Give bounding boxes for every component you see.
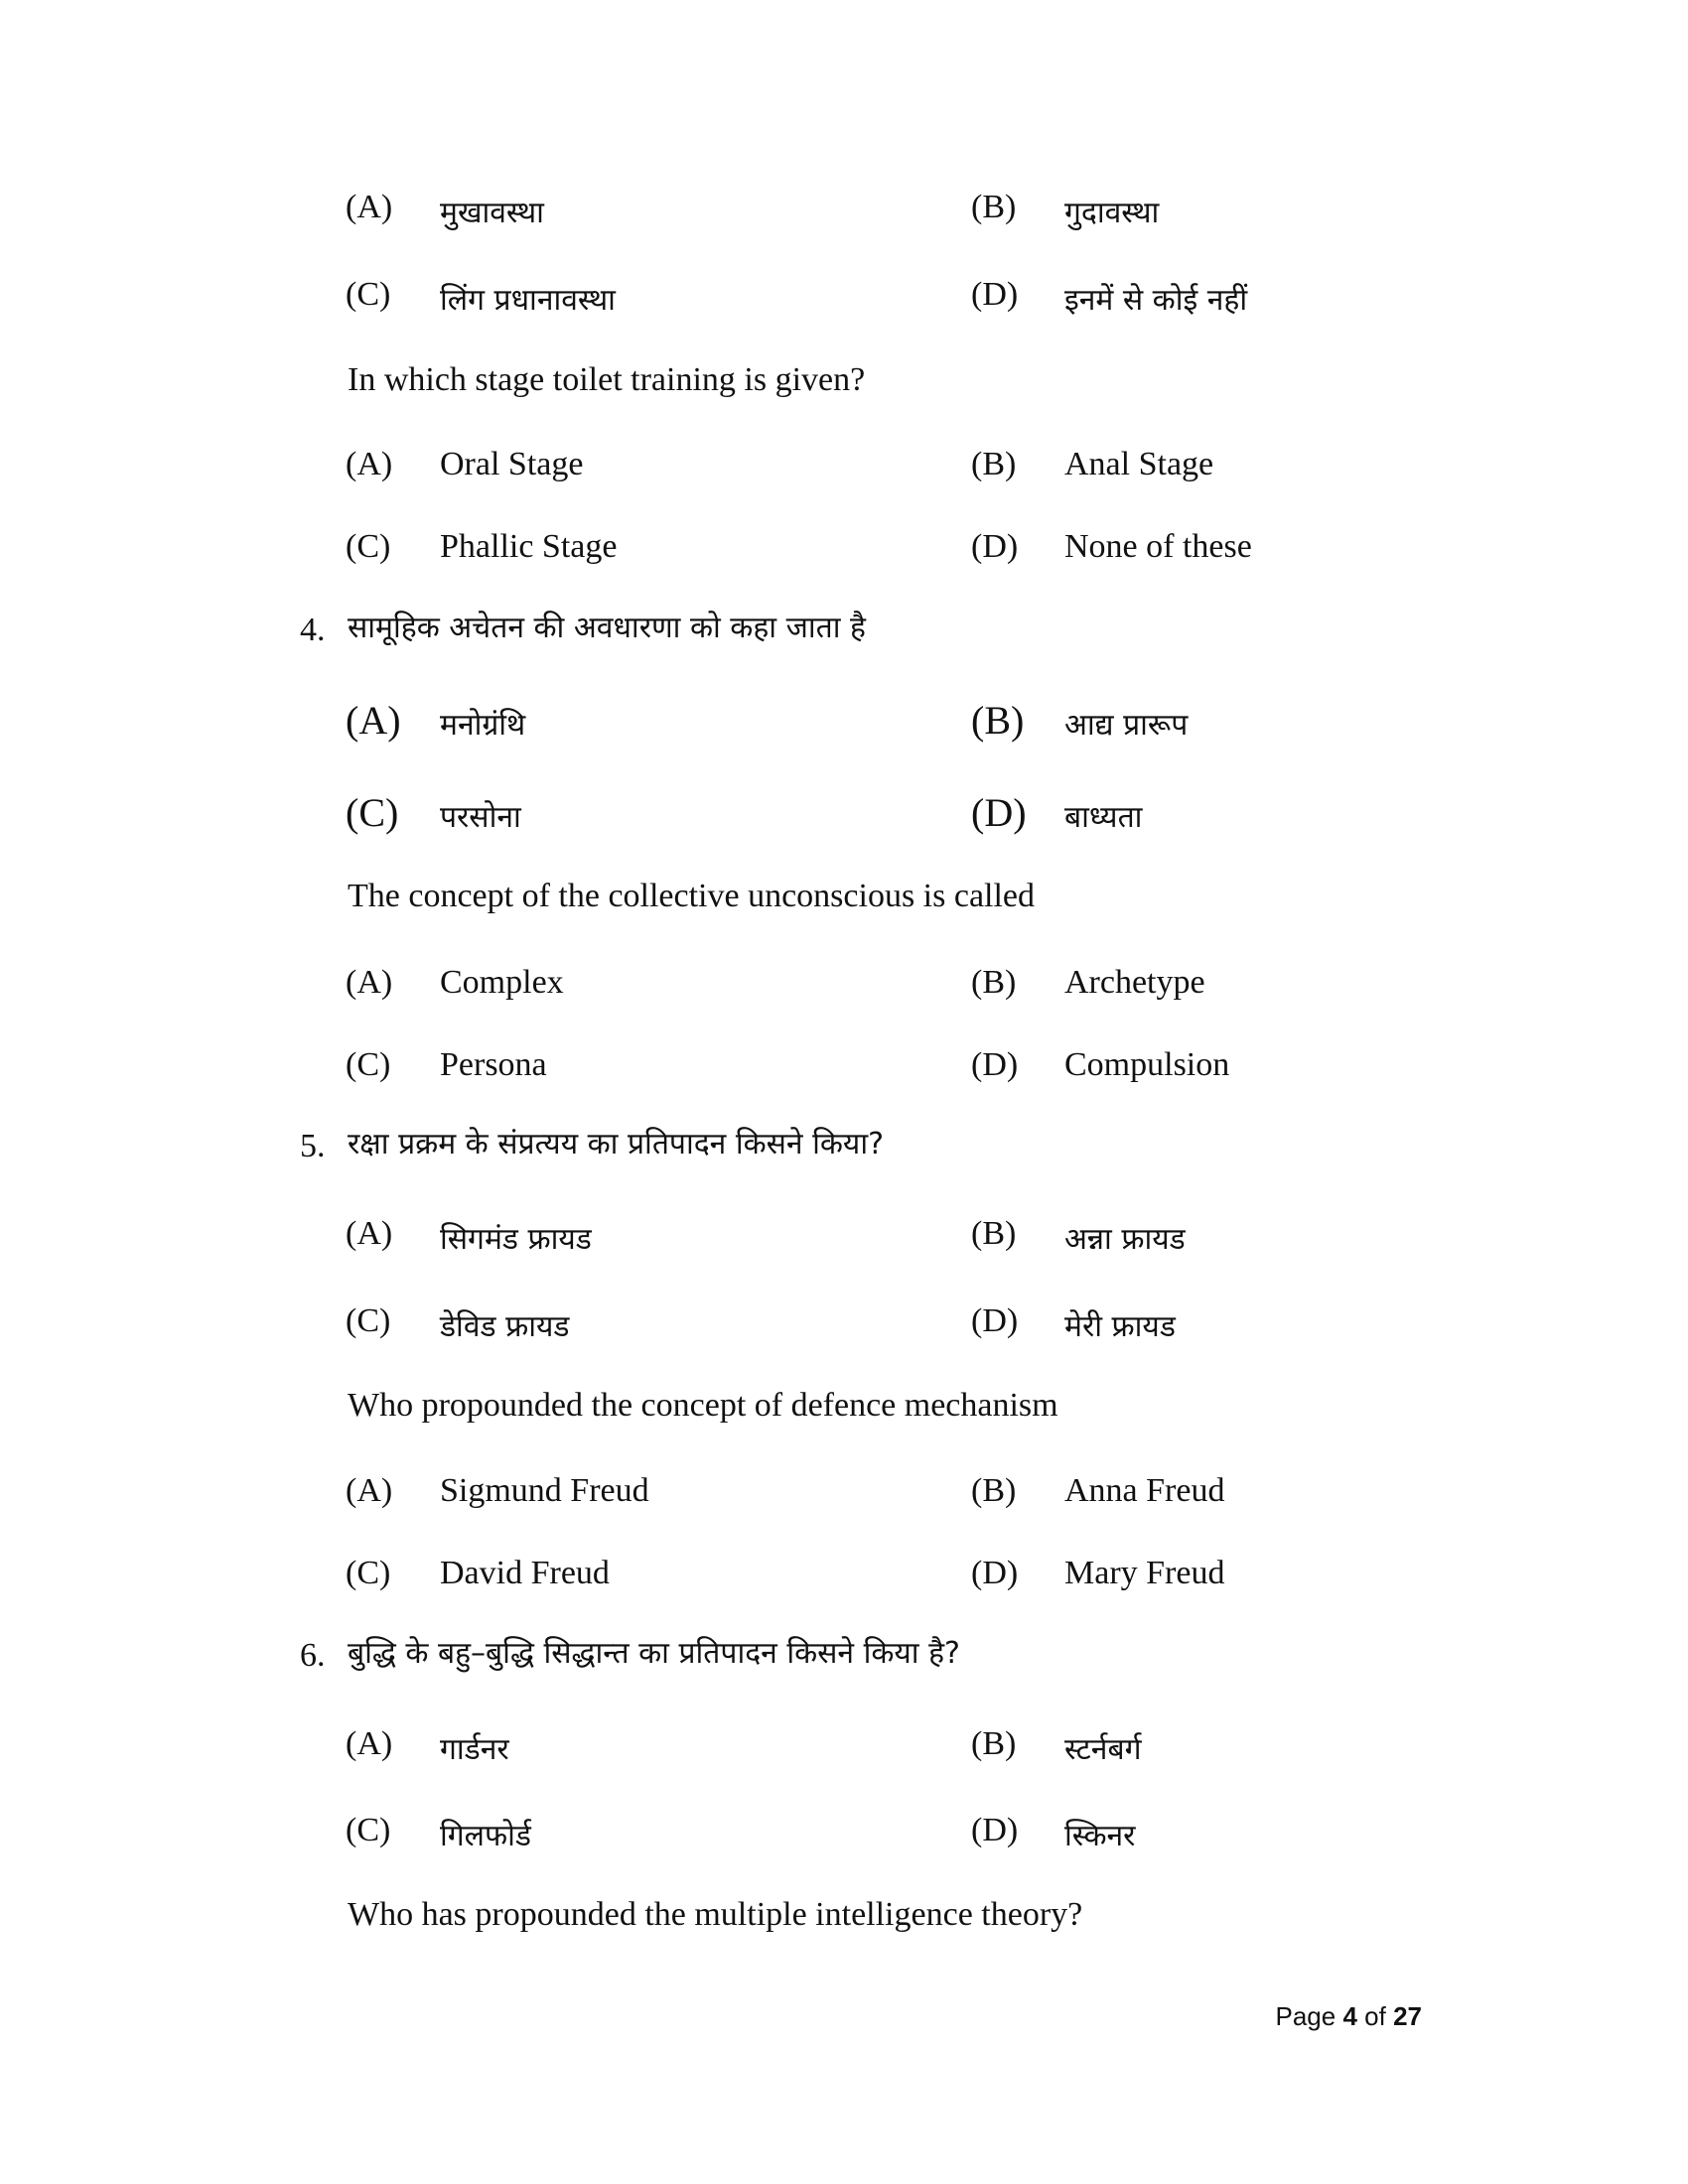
q4-english-question: The concept of the collective unconscious is called bbox=[348, 878, 1036, 914]
option-text: गिलफोर्ड bbox=[440, 1819, 531, 1853]
q3-english-question: In which stage toilet training is given? bbox=[348, 361, 866, 398]
option-label: (C) bbox=[346, 790, 399, 835]
option-label: (C) bbox=[346, 1046, 391, 1083]
option-text: David Freud bbox=[440, 1555, 610, 1591]
option-label: (B) bbox=[971, 1472, 1017, 1509]
option-label: (B) bbox=[971, 1215, 1017, 1252]
option-text: मेरी फ्रायड bbox=[1064, 1309, 1176, 1344]
option-label: (A) bbox=[346, 698, 401, 743]
option-text: सिगमंड फ्रायड bbox=[440, 1222, 592, 1257]
option-text: आद्य प्रारूप bbox=[1064, 708, 1189, 743]
option-label: (D) bbox=[971, 528, 1019, 565]
option-text: Sigmund Freud bbox=[440, 1472, 649, 1509]
option-label: (C) bbox=[346, 276, 391, 313]
question-number: 5. bbox=[300, 1128, 326, 1164]
option-label: (A) bbox=[346, 1215, 393, 1252]
option-label: (A) bbox=[346, 964, 393, 1001]
option-label: (D) bbox=[971, 1812, 1019, 1848]
option-label: (C) bbox=[346, 1302, 391, 1339]
option-text: डेविड फ्रायड bbox=[440, 1309, 570, 1344]
option-text: Archetype bbox=[1064, 964, 1205, 1001]
option-label: (C) bbox=[346, 1555, 391, 1591]
q5-hindi-question: रक्षा प्रक्रम के संप्रत्यय का प्रतिपादन किसने किया? bbox=[348, 1127, 885, 1161]
option-text: Complex bbox=[440, 964, 564, 1001]
option-text: मनोग्रंथि bbox=[440, 708, 526, 743]
option-label: (B) bbox=[971, 698, 1025, 743]
option-label: (B) bbox=[971, 1725, 1017, 1762]
option-label: (C) bbox=[346, 1812, 391, 1848]
option-text: अन्ना फ्रायड bbox=[1064, 1222, 1186, 1257]
option-text: इनमें से कोई नहीं bbox=[1064, 283, 1248, 318]
q6-english-question: Who has propounded the multiple intelligence theory? bbox=[348, 1896, 1083, 1933]
option-text: Phallic Stage bbox=[440, 528, 618, 565]
option-text: लिंग प्रधानावस्था bbox=[440, 283, 616, 318]
option-label: (D) bbox=[971, 1302, 1019, 1339]
q5-english-question: Who propounded the concept of defence mechanism bbox=[348, 1387, 1058, 1424]
option-text: Mary Freud bbox=[1064, 1555, 1225, 1591]
q4-hindi-question: सामूहिक अचेतन की अवधारणा को कहा जाता है bbox=[348, 611, 866, 645]
option-text: Compulsion bbox=[1064, 1046, 1230, 1083]
option-text: Persona bbox=[440, 1046, 547, 1083]
option-label: (D) bbox=[971, 1046, 1019, 1083]
option-text: Oral Stage bbox=[440, 446, 584, 482]
option-text: Anna Freud bbox=[1064, 1472, 1225, 1509]
option-label: (B) bbox=[971, 189, 1017, 225]
question-number: 4. bbox=[300, 612, 326, 648]
option-text: स्किनर bbox=[1064, 1819, 1136, 1853]
option-text: परसोना bbox=[440, 800, 521, 835]
option-text: स्टर्नबर्ग bbox=[1064, 1732, 1142, 1767]
option-label: (D) bbox=[971, 1555, 1019, 1591]
page-current: 4 bbox=[1342, 2001, 1357, 2031]
page-footer bbox=[1275, 2001, 1422, 2032]
option-text: गार्डनर bbox=[440, 1732, 509, 1767]
page-of: of bbox=[1364, 2001, 1386, 2031]
option-text: गुदावस्था bbox=[1064, 196, 1160, 230]
page-prefix: Page bbox=[1275, 2001, 1336, 2031]
option-label: (C) bbox=[346, 528, 391, 565]
option-text: Anal Stage bbox=[1064, 446, 1214, 482]
option-label: (D) bbox=[971, 790, 1027, 835]
option-label: (A) bbox=[346, 446, 393, 482]
option-text: None of these bbox=[1064, 528, 1252, 565]
question-number: 6. bbox=[300, 1637, 326, 1674]
option-label: (B) bbox=[971, 964, 1017, 1001]
option-text: मुखावस्था bbox=[440, 196, 544, 230]
option-label: (A) bbox=[346, 1725, 393, 1762]
option-label: (A) bbox=[346, 1472, 393, 1509]
option-label: (A) bbox=[346, 189, 393, 225]
option-label: (D) bbox=[971, 276, 1019, 313]
q6-hindi-question: बुद्धि के बहु–बुद्धि सिद्धान्त का प्रतिपादन किसने किया है? bbox=[348, 1636, 960, 1671]
option-text: बाध्यता bbox=[1064, 800, 1143, 835]
page-total: 27 bbox=[1393, 2001, 1422, 2031]
option-label: (B) bbox=[971, 446, 1017, 482]
